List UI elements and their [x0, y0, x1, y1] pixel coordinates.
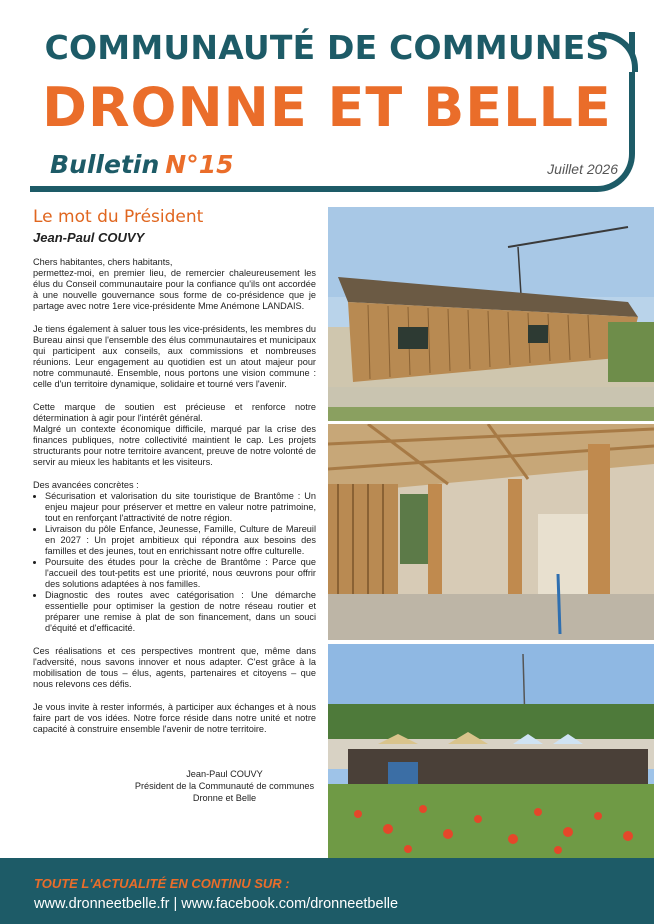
- footer-title: TOUTE L'ACTUALITÉ EN CONTINU SUR :: [34, 876, 290, 891]
- article-author: Jean-Paul COUVY: [33, 230, 145, 245]
- bulletin-label: Bulletin: [50, 150, 160, 179]
- signature-name: Jean-Paul COUVY: [186, 769, 263, 779]
- list-item: • Poursuite des études pour la crèche de Brantôme : Parce que l'accueil des tout-petits est une priorité, nous œuvrons pour offrir des solutions adaptées à nos familles.: [45, 557, 316, 590]
- article-title: Le mot du Président: [33, 207, 204, 227]
- article-body: [33, 257, 316, 747]
- paragraph: Je vous invite à rester informés, à participer aux échanges et à nous faire part de vos idées. Notre force réside dans notre unité et notre capacité à construire ensemble l'avenir de notre territoire.: [33, 702, 316, 734]
- paragraph: Je tiens également à saluer tous les vice-présidents, les membres du Bureau ainsi que l'ensemble des élus communautaires et municipaux qui participent aux conseils, aux commissions et nombreuses réunions. Leur engagement au quotidien est un atout majeur pour notre communauté. Ensemble, nous portons une vision commune : celle d'un territoire dynamique, solidaire et tourné vers l'avenir.: [33, 324, 316, 389]
- website-link[interactable]: www.dronneetbelle.fr: [34, 896, 170, 912]
- footer: [0, 858, 654, 924]
- paragraph: [33, 257, 316, 312]
- list-item: • Sécurisation et valorisation du site touristique de Brantôme : Un enjeu majeur pour préserver et mettre en valeur notre patrimoine, tout en renforçant l'attractivité de notre région.: [45, 491, 316, 524]
- list-item: • Diagnostic des routes avec catégorisation : Une démarche essentielle pour optimiser la gestion de notre réseau routier et préparer une remise à plat de son financement, dans un souci d'équité et d'efficacité.: [45, 590, 316, 634]
- photo-construction-site: [328, 644, 654, 858]
- paragraph-text: Cette marque de soutien est précieuse et renforce notre détermination à agir pour l'intérêt général.: [33, 402, 316, 423]
- masthead-line1: COMMUNAUTÉ DE COMMUNES: [44, 28, 610, 67]
- paragraph: Ces réalisations et ces perspectives montrent que, même dans l'adversité, nous savons innover et nous adapter. C'est grâce à la mobilisation de tous – élus, agents, partenaires et citoyens – que nous relevons ces défis.: [33, 646, 316, 689]
- link-separator: |: [169, 896, 182, 912]
- bulletin-title: [50, 150, 233, 179]
- signature-role: Président de la Communauté de communes: [134, 781, 315, 791]
- paragraph: [33, 402, 316, 468]
- paragraph-text: permettez-moi, en premier lieu, de remercier chaleureusement les élus du Conseil communautaire pour la confiance qu'ils ont accordée à une nouvelle gouvernance sous forme de co-présidence que je partage avec notre 1ere vice-présidente Mme Anémone LANDAIS.: [33, 268, 316, 311]
- issue-date: Juillet 2026: [547, 161, 618, 177]
- photo-building-interior: [328, 424, 654, 640]
- bulletin-number: N°15: [165, 150, 234, 179]
- masthead-line2: DRONNE ET BELLE: [42, 76, 612, 139]
- photo-building-exterior: [328, 207, 654, 421]
- footer-links: [34, 896, 398, 912]
- signature: [33, 768, 316, 804]
- paragraph-text: Malgré un contexte économique difficile, marqué par la crise des finances publiques, notre collectivité maintient le cap. Les projets structurants pour notre territoire avancent, preuve de notre volonté de servir au mieux les habitants et les visiteurs.: [33, 424, 316, 467]
- facebook-link[interactable]: www.facebook.com/dronneetbelle: [181, 896, 399, 912]
- bullet-list: [33, 491, 316, 634]
- signature-org: Dronne et Belle: [192, 793, 257, 803]
- greeting: Chers habitantes, chers habitants,: [33, 257, 173, 267]
- bullets-intro: Des avancées concrètes :: [33, 480, 139, 490]
- list-item: • Livraison du pôle Enfance, Jeunesse, Famille, Culture de Mareuil en 2027 : Un projet ambitieux qui répondra aux besoins des familles et des jeunes, tout en enrichissant notre offre culturelle.: [45, 524, 316, 557]
